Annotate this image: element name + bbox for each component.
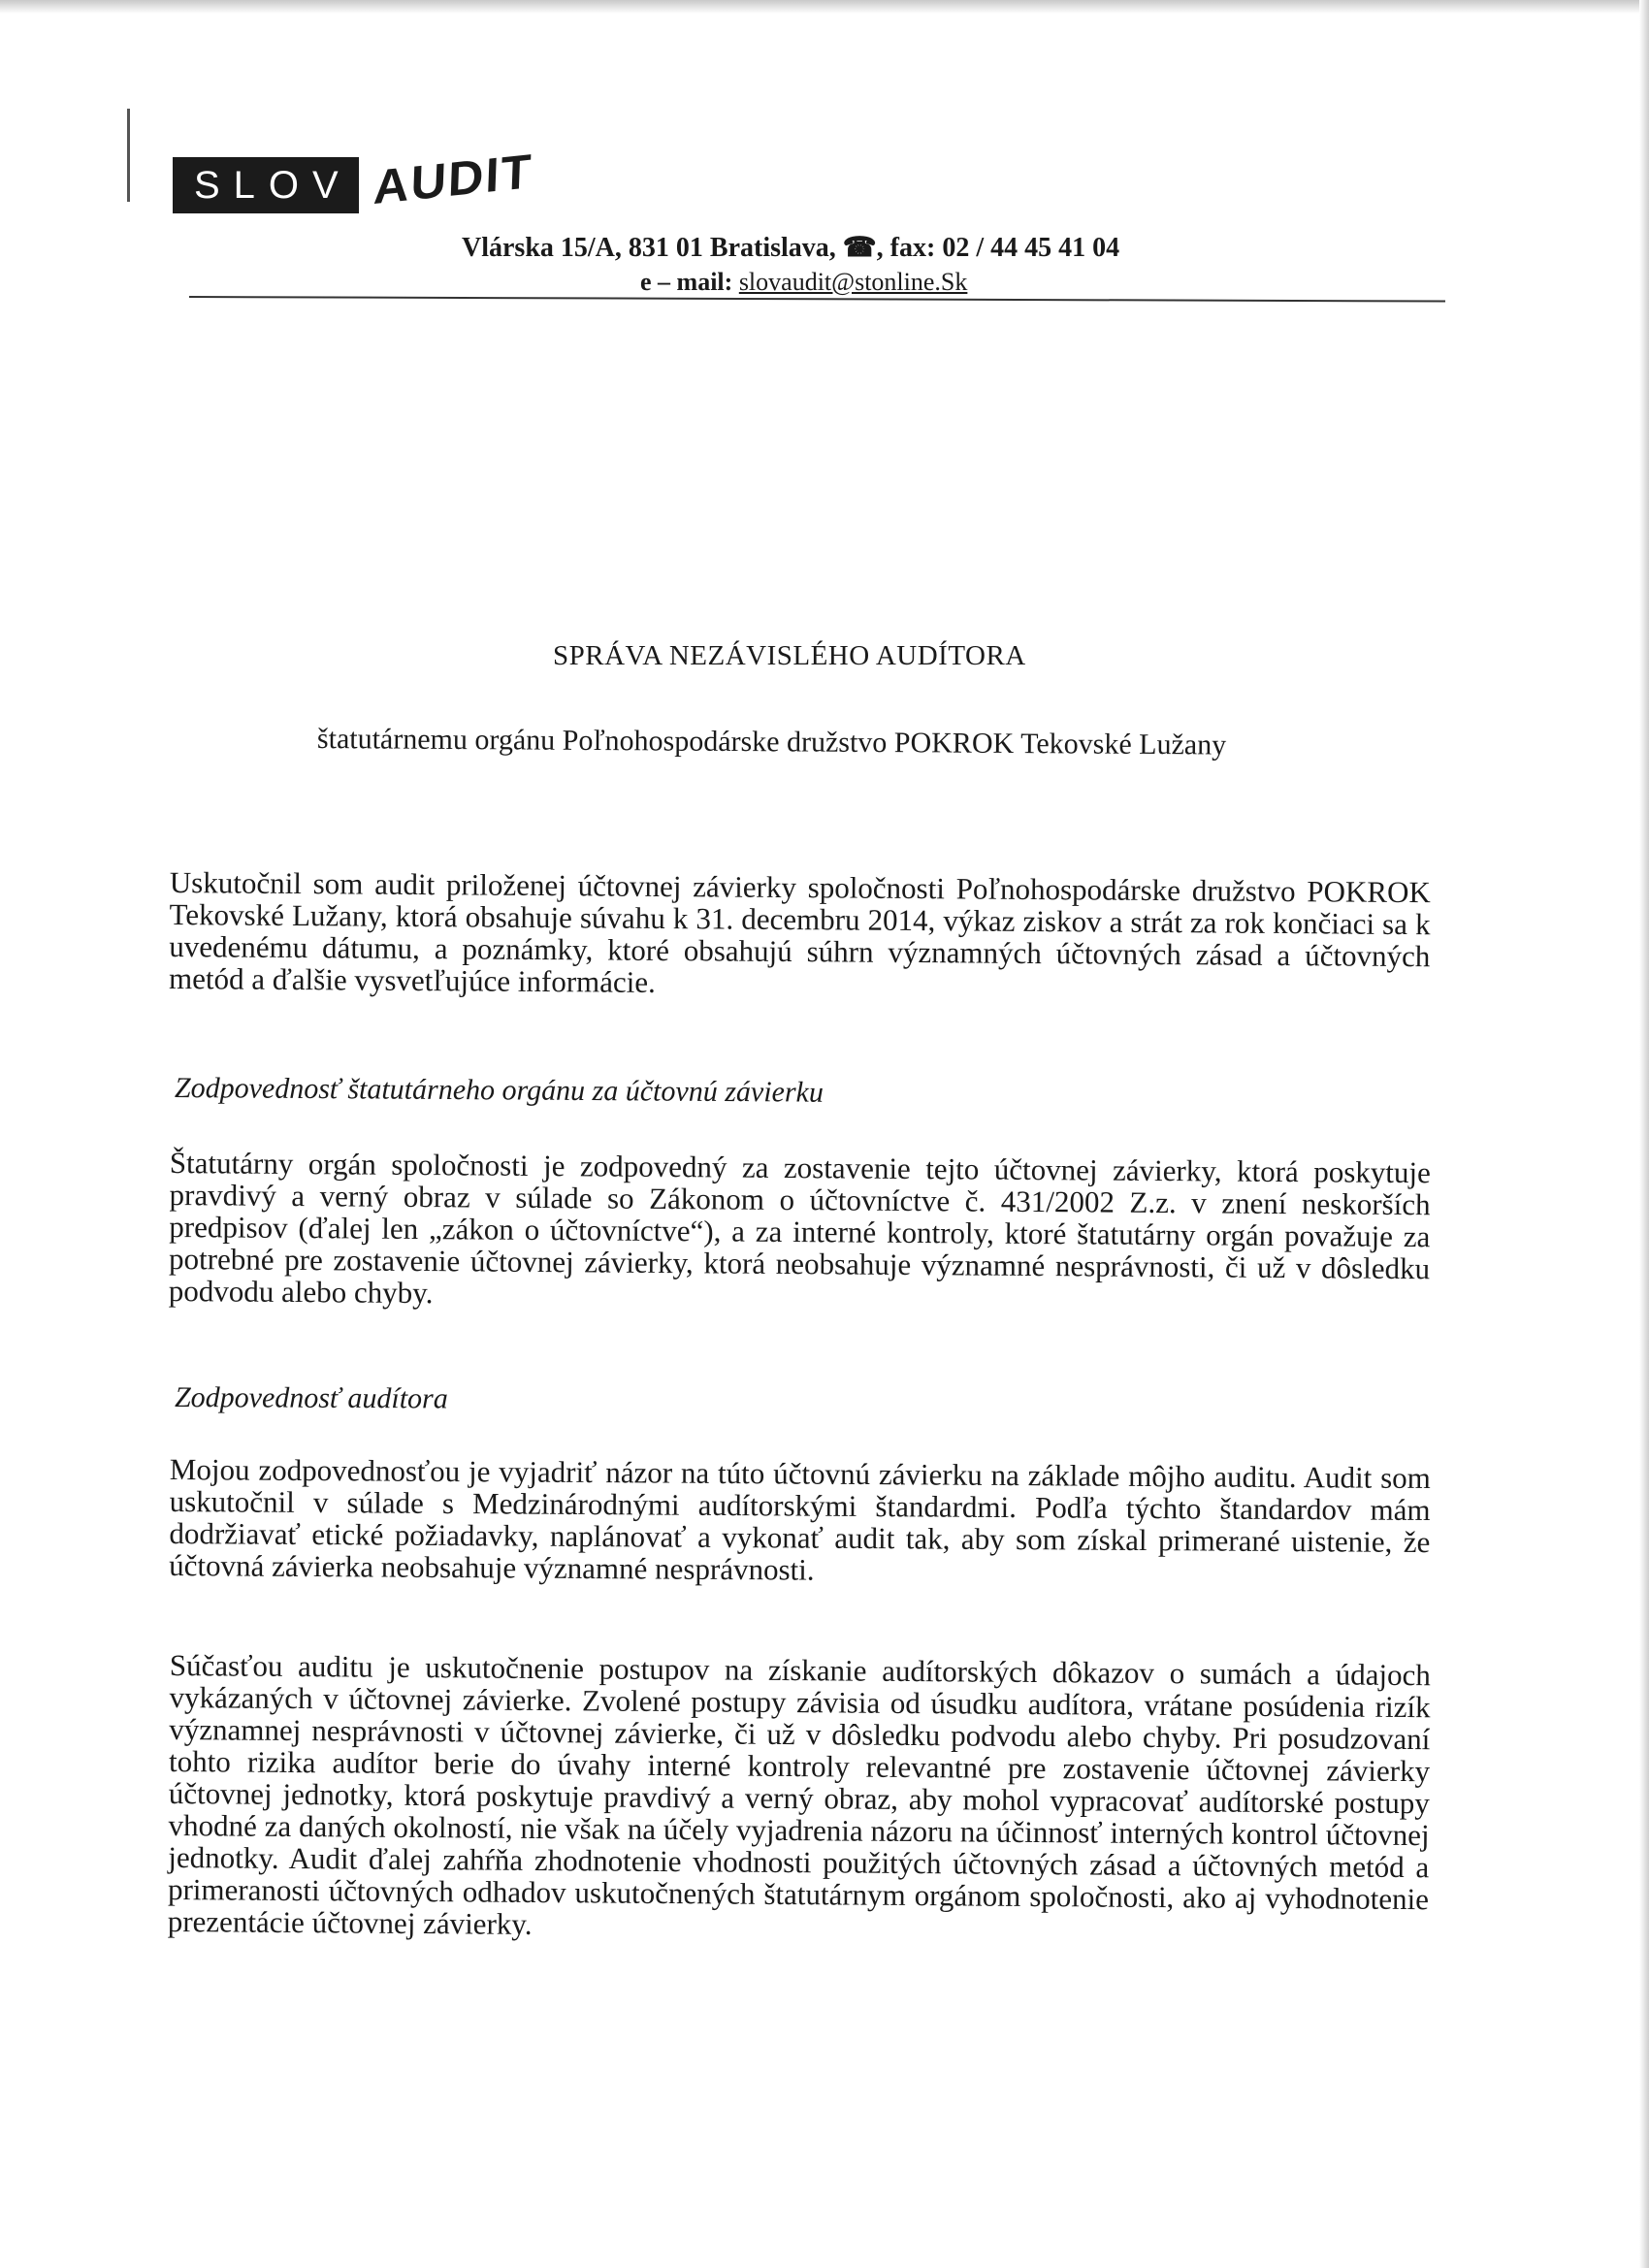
telephone-icon: ☎	[842, 233, 877, 263]
section-management-text: Štatutárny orgán spoločnosti je zodpovedný za zostavenie tejto účtovnej závierky, ktorá poskytuje pravdivý a verný obraz v súlade so Zákonom o účtovníctve č. 431/2002 Z.z. v znení neskorších predpisov (ďalej len „zákon o účtovníctve“), a za interné kontroly, ktoré štatutárny orgán považuje za potrebné pre zostavenie účtovnej závierky, ktorá neobsahuje významné nesprávnosti, či už v dôsledku podvodu alebo chyby.	[168, 1146, 1431, 1311]
header-email-line	[640, 268, 967, 297]
email-label: e – mail:	[640, 268, 733, 296]
section-auditor-text-2: Súčasťou auditu je uskutočnenie postupov na získanie audítorských dôkazov o sumách a údajoch vykázaných v účtovnej závierke. Zvolené postupy závisia od úsudku audítora, vrátane posúdenia rizík významnej nesprávnosti v účtovnej závierke, či už v dôsledku podvodu alebo chyby. Pri posudzovaní tohto rizika audítor berie do úvahy interné kontroly relevantné pre zostavenie účtovnej závierky účtovnej jednotky, ktorá poskytuje pravdivý a verný obraz, aby mohol vypracovať audítorské postupy vhodné za daných okolností, nie však na účely vyjadrenia názoru na účinnosť interných kontrol účtovnej jednotky. Audit ďalej zahŕňa zhodnotenie vhodnosti použitých účtovných zásad a účtovných metód a primeranosti účtovných odhadov uskutočnených štatutárnym orgánom spoločnosti, ako aj vyhodnotenie prezentácie účtovnej závierky.	[167, 1648, 1431, 1941]
report-title: SPRÁVA NEZÁVISLÉHO AUDÍTORA	[553, 640, 1026, 671]
section-management-paragraph	[169, 1147, 1431, 1316]
intro-paragraph	[169, 866, 1431, 1004]
margin-mark	[127, 109, 130, 202]
intro-text: Uskutočnil som audit priloženej účtovnej závierky spoločnosti Poľnohospodárske družstvo POKROK Tekovské Lužany, ktorá obsahuje súvahu k 31. decembru 2014, výkaz ziskov a strát za rok končiaci sa k uvedenému dátumu, a poznámky, ktoré obsahujú súhrn významných účtovných zásad a účtovných metód a ďalšie vysvetľujúce informácie.	[168, 865, 1431, 999]
report-addressee: štatutárnemu orgánu Poľnohospodárske družstvo POKROK Tekovské Lužany	[316, 723, 1227, 761]
logo-audit-wordmark: AUDIT	[372, 144, 534, 215]
header-address: Vlárska 15/A, 831 01 Bratislava,	[462, 233, 836, 263]
email-address: slovaudit@stonline.Sk	[738, 268, 968, 296]
scan-edge-right	[1639, 0, 1649, 2268]
section-heading-auditor: Zodpovednosť audítora	[174, 1381, 448, 1415]
header-fax: , fax: 02 / 44 45 41 04	[876, 233, 1120, 263]
section-auditor-text-1: Mojou zodpovednosťou je vyjadriť názor na túto účtovnú závierku na základe môjho auditu. Audit som uskutočnil v súlade s Medzinárodnými audítorskými štandardmi. Podľa týchto štandardov mám dodržiavať etické požiadavky, naplánovať a vykonať audit tak, aby som získal primerané uistenie, že účtovná závierka neobsahuje významné nesprávnosti.	[169, 1452, 1431, 1587]
logo-slov-box: SLOV	[173, 157, 359, 213]
section-auditor-paragraph-1	[169, 1453, 1431, 1590]
header-address-line	[462, 231, 1199, 264]
scan-edge-top	[0, 0, 1649, 14]
section-heading-management: Zodpovednosť štatutárneho orgánu za účtovnú závierku	[174, 1072, 824, 1109]
section-auditor-paragraph-2	[168, 1649, 1431, 1947]
